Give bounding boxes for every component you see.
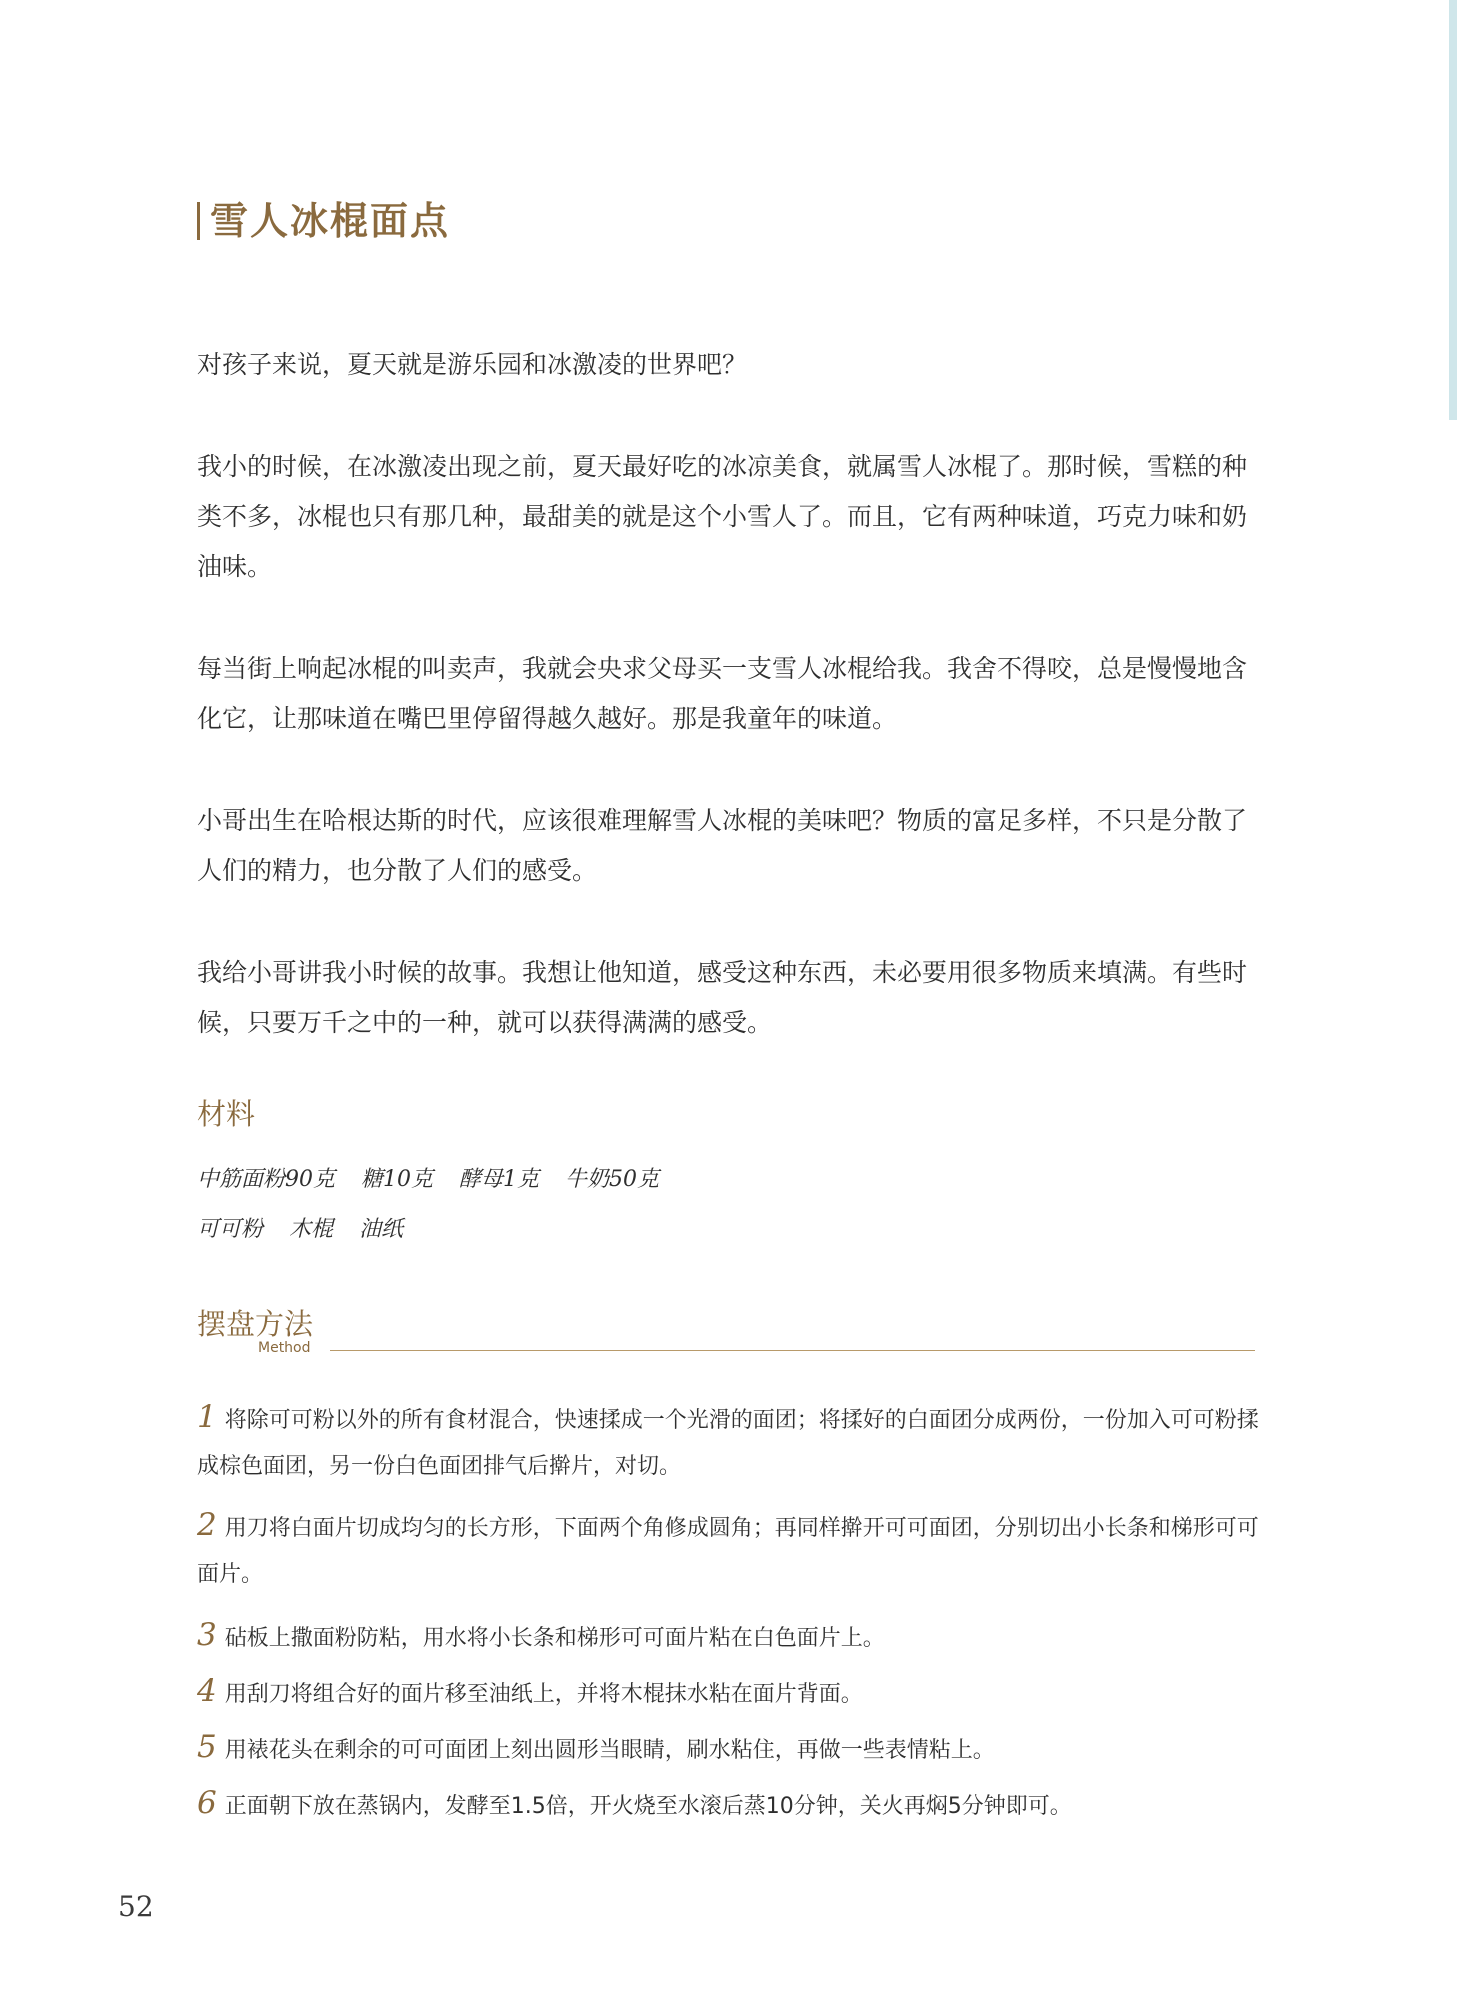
title-text: 雪人冰棍面点 [210, 199, 451, 243]
page-edge-accent [1449, 0, 1457, 420]
materials-line-2 [197, 1212, 403, 1243]
method-step-6 [197, 1780, 1262, 1830]
step-text: 将除可可粉以外的所有食材混合，快速揉成一个光滑的面团；将揉好的白面团分成两份，一份加入可可粉揉成棕色面团，另一份白色面团排气后擀片，对切。 [197, 1408, 1259, 1479]
ingredient-milk: 牛奶50克 [565, 1167, 659, 1192]
step-number: 3 [197, 1617, 217, 1653]
ingredient-yeast: 酵母1克 [459, 1167, 539, 1192]
intro-paragraph-4: 小哥出生在哈根达斯的时代，应该很难理解雪人冰棍的美味吧？物质的富足多样，不只是分散了人们的精力，也分散了人们的感受。 [197, 806, 1248, 885]
ingredient-sugar: 糖10克 [361, 1167, 433, 1192]
step-number: 1 [197, 1399, 217, 1435]
ingredient-cocoa: 可可粉 [197, 1217, 264, 1242]
page-number: 52 [118, 1890, 154, 1923]
title-bar-decoration [197, 202, 200, 240]
method-step-3 [197, 1612, 1262, 1662]
step-number: 5 [197, 1729, 217, 1765]
intro-paragraph-3: 每当街上响起冰棍的叫卖声，我就会央求父母买一支雪人冰棍给我。我舍不得咬，总是慢慢地含化它，让那味道在嘴巴里停留得越久越好。那是我童年的味道。 [197, 654, 1248, 733]
materials-heading: 材料 [197, 1097, 256, 1131]
method-divider [330, 1350, 1255, 1351]
step-text: 用刮刀将组合好的面片移至油纸上，并将木棍抹水粘在面片背面。 [224, 1682, 863, 1707]
method-step-5 [197, 1724, 1262, 1774]
intro-paragraph-5: 我给小哥讲我小时候的故事。我想让他知道，感受这种东西，未必要用很多物质来填满。有些时候，只要万千之中的一种，就可以获得满满的感受。 [197, 958, 1248, 1037]
ingredient-paper: 油纸 [359, 1217, 404, 1242]
intro-paragraph-2: 我小的时候，在冰激凌出现之前，夏天最好吃的冰凉美食，就属雪人冰棍了。那时候，雪糕的种类不多，冰棍也只有那几种，最甜美的就是这个小雪人了。而且，它有两种味道，巧克力味和奶油味。 [197, 452, 1248, 581]
step-text: 用刀将白面片切成均匀的长方形，下面两个角修成圆角；再同样擀开可可面团，分别切出小长条和梯形可可面片。 [197, 1516, 1259, 1587]
step-number: 2 [197, 1507, 217, 1543]
step-number: 4 [197, 1673, 217, 1709]
step-text: 用裱花头在剩余的可可面团上刻出圆形当眼睛，刷水粘住，再做一些表情粘上。 [224, 1738, 995, 1763]
method-subheading: Method [258, 1340, 311, 1356]
page-title [197, 190, 450, 245]
method-step-1 [197, 1394, 1262, 1490]
ingredient-stick: 木棍 [289, 1217, 334, 1242]
step-number: 6 [197, 1785, 217, 1821]
intro-text [197, 340, 1262, 1100]
step-text: 砧板上撒面粉防粘，用水将小长条和梯形可可面片粘在白色面片上。 [224, 1626, 885, 1651]
ingredient-flour: 中筋面粉90克 [197, 1167, 335, 1192]
method-step-2 [197, 1502, 1262, 1598]
step-text: 正面朝下放在蒸锅内，发酵至1.5倍，开火烧至水滚后蒸10分钟，关火再焖5分钟即可。 [224, 1794, 1072, 1819]
intro-paragraph-1: 对孩子来说，夏天就是游乐园和冰激凌的世界吧？ [197, 350, 748, 379]
method-step-4 [197, 1668, 1262, 1718]
materials-line-1 [197, 1162, 659, 1193]
method-heading: 摆盘方法 [197, 1307, 314, 1341]
